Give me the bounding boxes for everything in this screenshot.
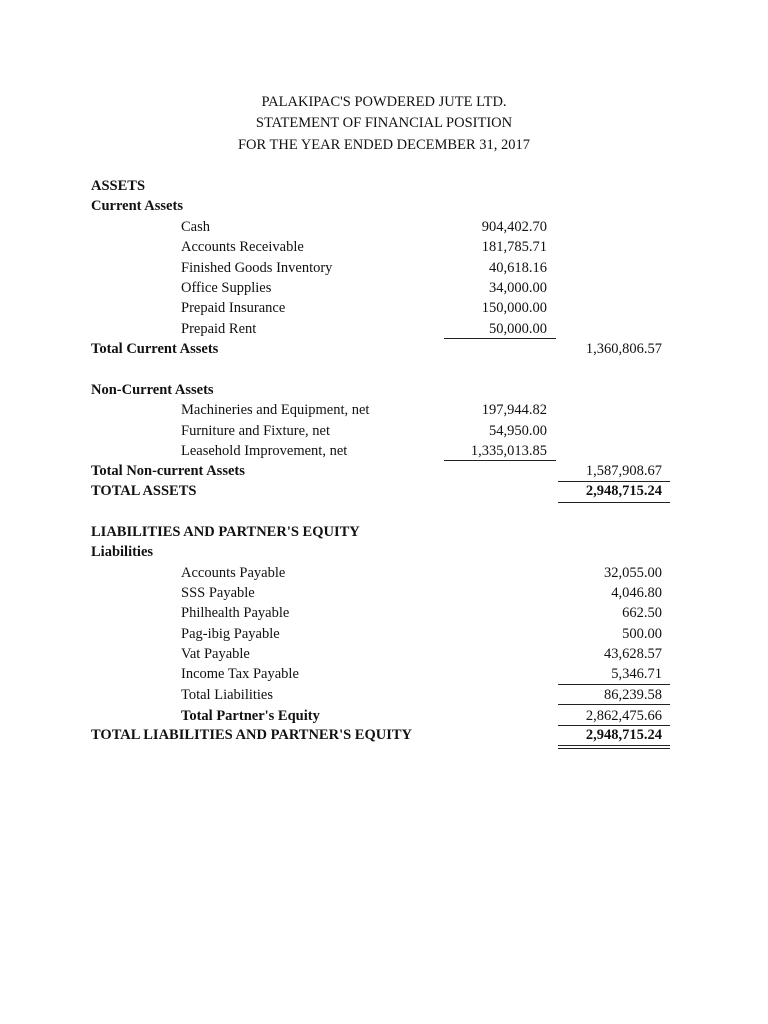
line-item-amount: 662.50 [622, 605, 662, 621]
total-liabilities-amount: 86,239.58 [604, 687, 662, 703]
total-liabilities-row [0, 685, 768, 705]
noncurrent-assets-heading-row [0, 380, 768, 400]
assets-heading-row [0, 176, 768, 196]
line-item-row [0, 237, 768, 257]
total-equity-row [0, 706, 768, 726]
total-underline [558, 502, 670, 503]
line-item-row [0, 441, 768, 461]
line-item-amount: 500.00 [622, 626, 662, 642]
line-item-label: Accounts Receivable [181, 239, 304, 255]
line-item-row [0, 319, 768, 339]
line-item-label: Pag-ibig Payable [181, 626, 280, 642]
statement-period: FOR THE YEAR ENDED DECEMBER 31, 2017 [237, 137, 531, 153]
line-item-amount: 32,055.00 [604, 565, 662, 581]
line-item-label: Prepaid Rent [181, 321, 257, 337]
total-noncurrent-assets-label: Total Non-current Assets [91, 463, 245, 479]
line-item-amount: 197,944.82 [481, 402, 547, 418]
noncurrent-assets-heading: Non-Current Assets [91, 382, 214, 398]
line-item-amount: 181,785.71 [481, 239, 547, 255]
line-item-row [0, 644, 768, 664]
line-item-label: Cash [181, 219, 210, 235]
current-assets-heading-row [0, 196, 768, 216]
liabilities-equity-heading-row [0, 522, 768, 542]
line-item-row [0, 563, 768, 583]
line-item-row [0, 603, 768, 623]
line-item-label: Income Tax Payable [181, 666, 299, 682]
double-underline-top [558, 745, 670, 746]
line-item-label: Office Supplies [181, 280, 272, 296]
total-noncurrent-assets-row [0, 461, 768, 481]
subtotal-rule [558, 704, 670, 705]
line-item-row [0, 278, 768, 298]
line-item-row [0, 421, 768, 441]
line-item-amount: 1,335,013.85 [470, 443, 547, 459]
total-equity-amount: 2,862,475.66 [585, 708, 662, 724]
total-noncurrent-assets-amount: 1,587,908.67 [585, 463, 662, 479]
total-liabilities-label: Total Liabilities [181, 687, 274, 703]
total-assets-row [0, 481, 768, 501]
line-item-label: Furniture and Fixture, net [181, 423, 331, 439]
line-item-row [0, 664, 768, 684]
grand-total-label: TOTAL LIABILITIES AND PARTNER'S EQUITY [91, 727, 413, 743]
line-item-amount: 43,628.57 [604, 646, 662, 662]
statement-title: STATEMENT OF FINANCIAL POSITION [255, 115, 513, 131]
line-item-row [0, 258, 768, 278]
line-item-label: Accounts Payable [181, 565, 286, 581]
liabilities-heading-row [0, 542, 768, 562]
double-underline-bottom [558, 748, 670, 749]
total-current-assets-row [0, 339, 768, 359]
line-item-amount: 54,950.00 [489, 423, 547, 439]
line-item-amount: 904,402.70 [481, 219, 547, 235]
total-assets-label: TOTAL ASSETS [91, 483, 197, 499]
line-item-amount: 40,618.16 [489, 260, 547, 276]
line-item-label: Machineries and Equipment, net [181, 402, 370, 418]
current-assets-heading: Current Assets [91, 198, 183, 214]
line-item-amount: 34,000.00 [489, 280, 547, 296]
line-item-amount: 50,000.00 [489, 321, 547, 337]
line-item-label: Leasehold Improvement, net [181, 443, 348, 459]
line-item-amount: 150,000.00 [481, 300, 547, 316]
liabilities-equity-heading: LIABILITIES AND PARTNER'S EQUITY [91, 524, 360, 540]
line-item-amount: 5,346.71 [611, 666, 662, 682]
line-item-row [0, 298, 768, 318]
total-assets-amount: 2,948,715.24 [585, 483, 662, 499]
line-item-row [0, 217, 768, 237]
line-item-row [0, 400, 768, 420]
liabilities-heading: Liabilities [91, 544, 154, 560]
line-item-row [0, 624, 768, 644]
grand-total-amount: 2,948,715.24 [585, 727, 662, 743]
total-current-assets-label: Total Current Assets [91, 341, 219, 357]
line-item-label: Prepaid Insurance [181, 300, 286, 316]
company-name: PALAKIPAC'S POWDERED JUTE LTD. [261, 94, 507, 110]
assets-heading: ASSETS [91, 178, 146, 194]
total-equity-label: Total Partner's Equity [181, 708, 320, 724]
total-current-assets-amount: 1,360,806.57 [585, 341, 662, 357]
line-item-label: Vat Payable [181, 646, 250, 662]
line-item-label: Finished Goods Inventory [181, 260, 333, 276]
line-item-label: SSS Payable [181, 585, 255, 601]
line-item-row [0, 583, 768, 603]
line-item-amount: 4,046.80 [611, 585, 662, 601]
line-item-label: Philhealth Payable [181, 605, 290, 621]
grand-total-row [0, 725, 768, 745]
